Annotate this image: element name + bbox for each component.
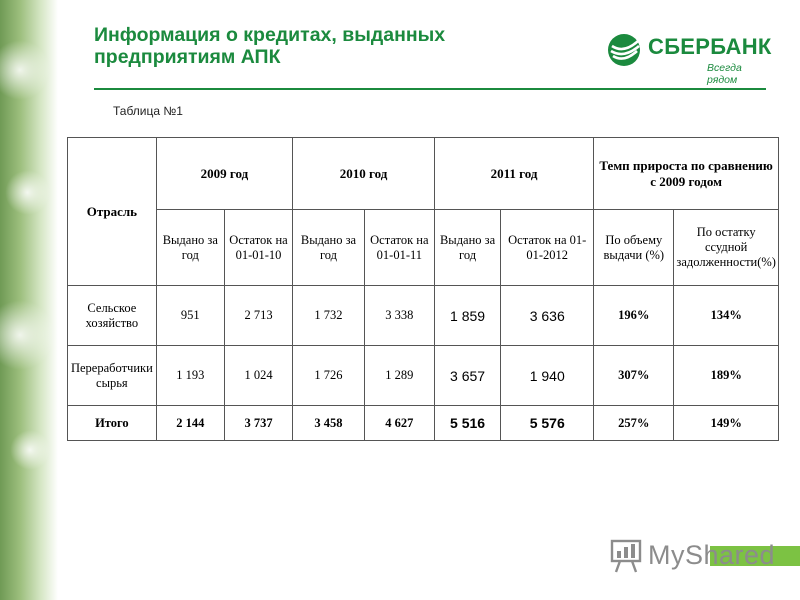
table-cell: 3 458 [293, 406, 365, 441]
table-cell: 149% [674, 406, 779, 441]
header-year-2009: 2009 год [156, 138, 292, 210]
table-row [68, 346, 779, 406]
table-cell: 3 338 [364, 286, 434, 346]
row-sector: Сельское хозяйство [68, 286, 157, 346]
credit-table [67, 137, 779, 441]
subheader-balance-2009: Остаток на 01-01-10 [224, 210, 292, 286]
logo-slogan: Всегда рядом [707, 62, 742, 86]
table-cell: 1 726 [293, 346, 365, 406]
header-growth: Темп прироста по сравнению с 2009 годом [594, 138, 779, 210]
table-cell: 1 193 [156, 346, 224, 406]
table-cell: 257% [594, 406, 674, 441]
table-cell: 1 024 [224, 346, 292, 406]
table-cell: 5 516 [434, 406, 500, 441]
page-title: Информация о кредитах, выданных предприятиям АПК [94, 24, 446, 68]
table-cell: 1 289 [364, 346, 434, 406]
table-cell: 1 732 [293, 286, 365, 346]
logo-brand-name: СБЕРБАНК [648, 34, 772, 59]
header-sector: Отрасль [68, 138, 157, 286]
sberbank-emblem-icon [606, 32, 642, 68]
decorative-side-band [0, 0, 58, 600]
table-cell: 1 859 [434, 286, 500, 346]
subheader-balance-2011: Остаток на 01-01-2012 [501, 210, 594, 286]
row-sector: Переработчики сырья [68, 346, 157, 406]
subheader-issued-2009: Выдано за год [156, 210, 224, 286]
header-year-2010: 2010 год [293, 138, 435, 210]
table-cell: 5 576 [501, 406, 594, 441]
table-cell: 189% [674, 346, 779, 406]
table-cell: 3 657 [434, 346, 500, 406]
table-cell: 134% [674, 286, 779, 346]
subheader-issued-2010: Выдано за год [293, 210, 365, 286]
row-sector: Итого [68, 406, 157, 441]
table-cell: 951 [156, 286, 224, 346]
table-caption: Таблица №1 [113, 104, 183, 118]
table-cell: 307% [594, 346, 674, 406]
table-cell: 196% [594, 286, 674, 346]
subheader-growth-issued: По объему выдачи (%) [594, 210, 674, 286]
subheader-issued-2011: Выдано за год [434, 210, 500, 286]
table-cell: 3 636 [501, 286, 594, 346]
watermark [610, 538, 790, 578]
sberbank-logo [606, 32, 772, 86]
table-cell: 4 627 [364, 406, 434, 441]
table-cell: 2 144 [156, 406, 224, 441]
subheader-balance-2010: Остаток на 01-01-11 [364, 210, 434, 286]
table-row-total [68, 406, 779, 441]
table-cell: 2 713 [224, 286, 292, 346]
table-row [68, 286, 779, 346]
presentation-board-icon [610, 538, 644, 574]
table-cell: 3 737 [224, 406, 292, 441]
subheader-growth-balance: По остатку ссудной задолженности(%) [674, 210, 779, 286]
table-cell: 1 940 [501, 346, 594, 406]
header-year-2011: 2011 год [434, 138, 593, 210]
watermark-text: MyShared [648, 540, 776, 570]
title-divider [94, 88, 766, 90]
